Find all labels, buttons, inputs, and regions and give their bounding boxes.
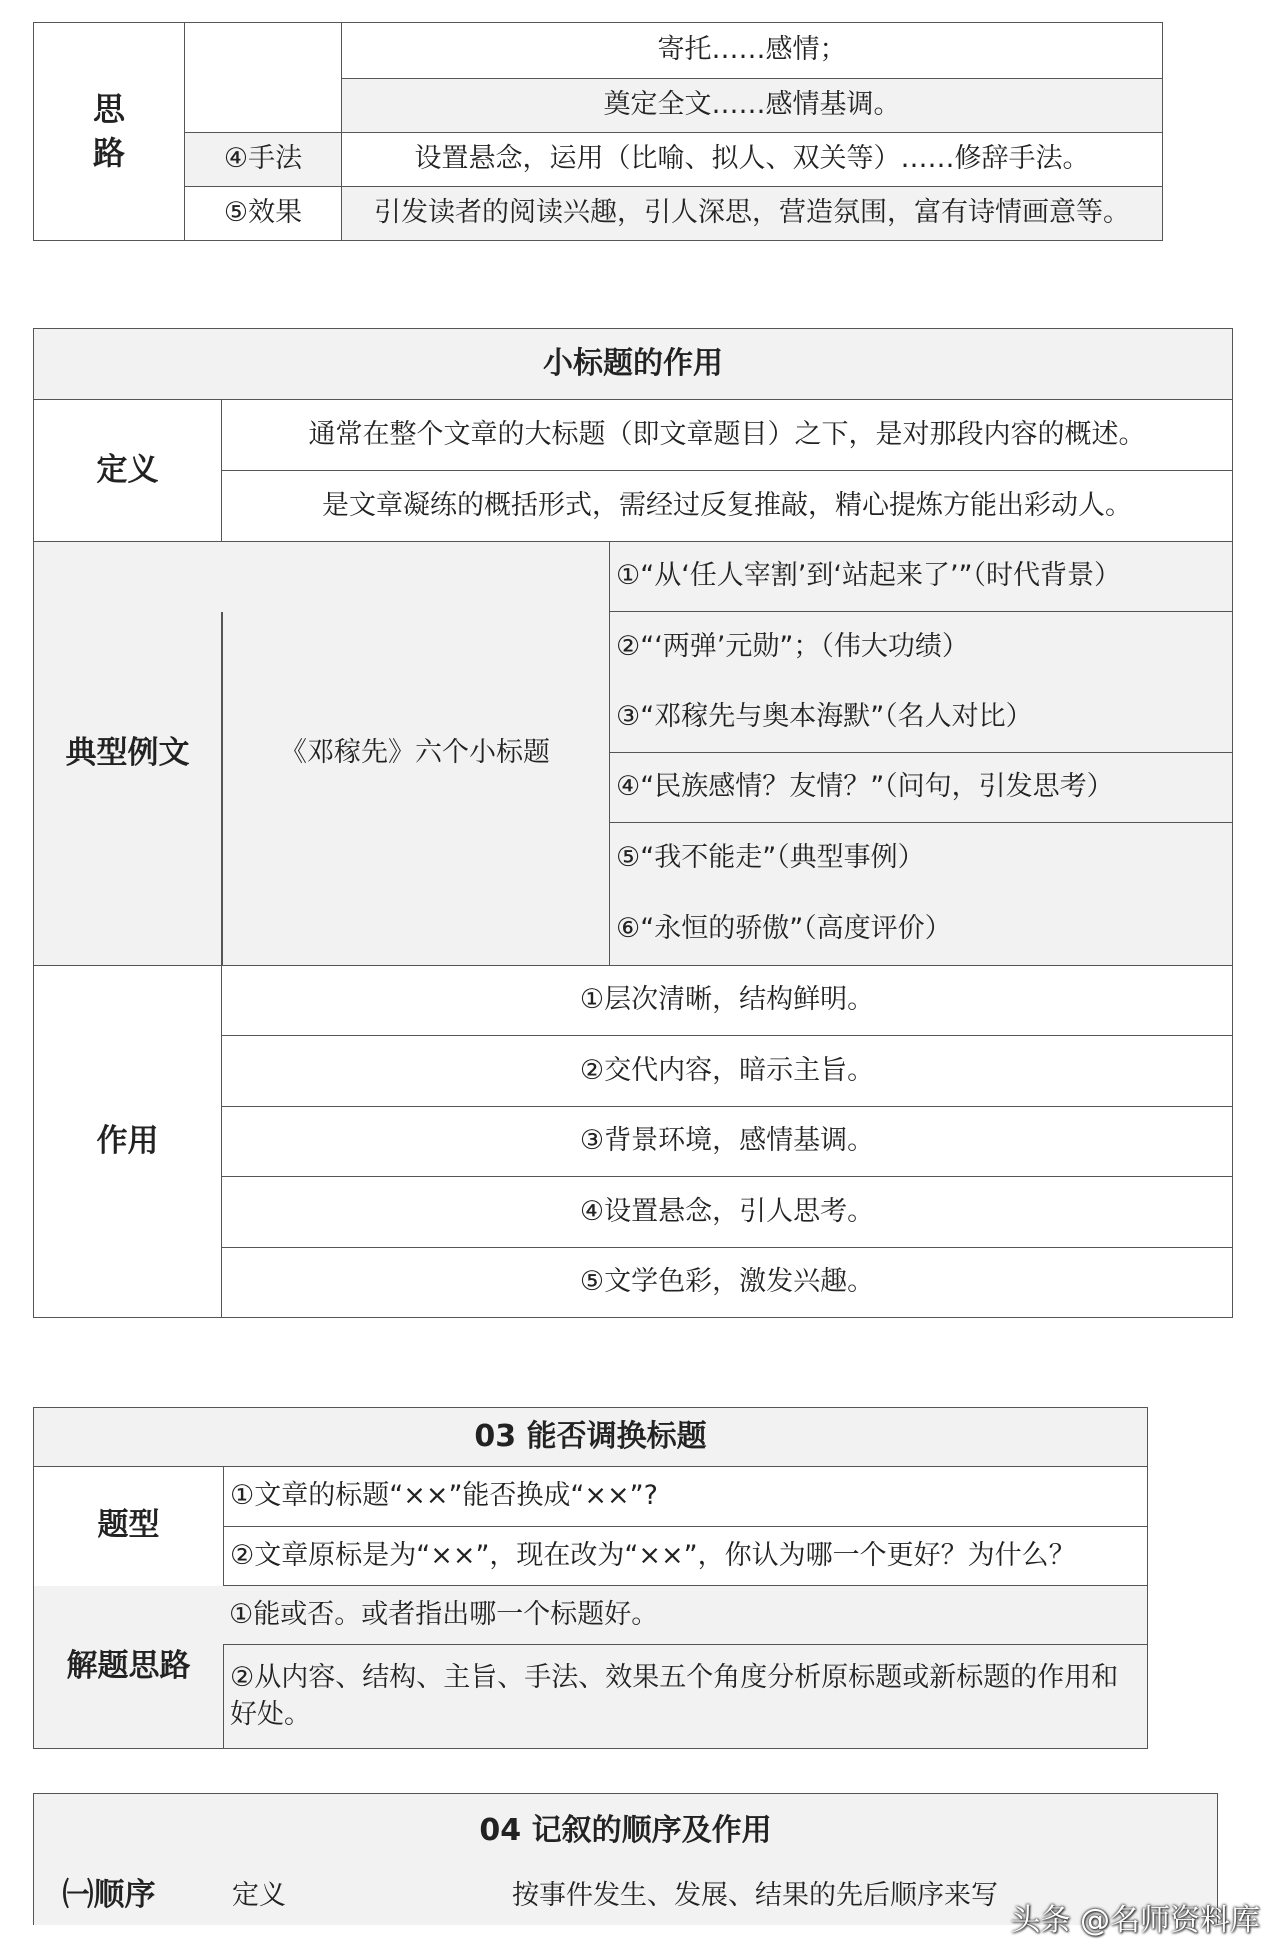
effect-cell — [221, 1247, 1233, 1318]
effect-cell — [221, 1035, 1233, 1107]
example-item: ③“邓稼先与奥本海默”（名人对比） — [616, 700, 1033, 732]
side-label-cell — [33, 22, 185, 241]
example-item: ①“从‘任人宰割’到‘站起来了’”（时代背景） — [616, 560, 1122, 592]
type-text: ②文章原标是为“××”，现在改为“××”，你认为哪一个更好？为什么？ — [230, 1539, 1076, 1571]
example-item-cell — [609, 822, 1233, 966]
effect-cell — [221, 965, 1233, 1036]
example-item: ⑤“我不能走”（典型事例） — [616, 842, 925, 874]
type-label: 题型 — [97, 1507, 160, 1544]
row-text-cell — [341, 22, 1163, 79]
type-cell — [223, 1526, 1148, 1586]
def-label: 定义 — [232, 1879, 286, 1911]
definition-label-cell — [33, 399, 222, 542]
type-cell — [223, 1466, 1148, 1527]
row-text: 引发读者的阅读兴趣，引人深思，营造氛围，富有诗情画意等。 — [374, 197, 1130, 229]
side-label-char-2: 路 — [92, 133, 125, 172]
example-source-cell — [221, 541, 610, 966]
row-text: 设置悬念，运用（比喻、拟人、双关等）……修辞手法。 — [414, 143, 1090, 175]
row-text-cell — [341, 78, 1163, 133]
example-source-text: 《邓稼先》六个小标题 — [280, 737, 550, 769]
effect-text: ⑤文学色彩，激发兴趣。 — [579, 1266, 875, 1298]
approach-label: 解题思路 — [66, 1648, 191, 1685]
definition-cell — [221, 399, 1233, 471]
type-label-cell — [33, 1466, 224, 1586]
definition-text: 通常在整个文章的大标题（即文章题目）之下，是对那段内容的概述。 — [308, 418, 1146, 450]
effect-label-cell — [33, 965, 222, 1318]
approach-cell — [223, 1644, 1148, 1749]
example-item-cell — [609, 752, 1233, 823]
blank-label-cell — [184, 22, 342, 133]
side-label-char-1: 思 — [92, 90, 125, 129]
row-text: 奠定全文……感情基调。 — [603, 89, 901, 121]
order-label: ㈠顺序 — [62, 1877, 156, 1914]
effect-cell — [221, 1176, 1233, 1248]
table-title-text: 03 能否调换标题 — [474, 1418, 707, 1454]
table-title — [33, 1407, 1148, 1467]
table-title-text: 04 记叙的顺序及作用 — [479, 1812, 772, 1848]
row-text-cell — [341, 186, 1163, 241]
effect-text: ④设置悬念，引人思考。 — [579, 1195, 875, 1227]
approach-cell — [223, 1586, 1148, 1645]
effect-label: 作用 — [96, 1122, 159, 1159]
watermark-logo: 头条 @名师资料库 — [1010, 1903, 1260, 1938]
row-label-cell — [184, 132, 342, 187]
table-title — [33, 328, 1233, 400]
table-title — [33, 1793, 1218, 1868]
row-label: ⑤效果 — [223, 197, 303, 229]
effect-cell — [221, 1106, 1233, 1177]
example-item: ④“民族感情？友情？”（问句，引发思考） — [616, 771, 1114, 803]
row-text-cell — [341, 132, 1163, 187]
order-label-cell — [33, 1867, 185, 1925]
definition-label: 定义 — [96, 451, 159, 488]
example-item-cell — [609, 611, 1233, 753]
example-label-cell — [33, 541, 222, 966]
example-item-cell — [609, 541, 1233, 612]
example-label: 典型例文 — [65, 734, 190, 771]
example-source-divider — [221, 612, 223, 966]
table-title-text: 小标题的作用 — [543, 345, 723, 381]
row-text: 寄托……感情； — [657, 34, 847, 66]
row-label: ④手法 — [223, 143, 303, 175]
type-text: ①文章的标题“××”能否换成“××”? — [230, 1480, 658, 1512]
effect-text: ③背景环境，感情基调。 — [579, 1125, 875, 1157]
approach-text: ②从内容、结构、主旨、手法、效果五个角度分析原标题或新标题的作用和好处。 — [230, 1662, 1119, 1730]
def-label-cell — [184, 1867, 484, 1925]
row-label-cell — [184, 186, 342, 241]
effect-text: ②交代内容，暗示主旨。 — [579, 1054, 875, 1086]
approach-text: ①能或否。或者指出哪一个标题好。 — [229, 1598, 659, 1630]
effect-text: ①层次清晰，结构鲜明。 — [579, 984, 875, 1016]
example-item: ⑥“永恒的骄傲”（高度评价） — [616, 913, 952, 945]
definition-text: 是文章凝练的概括形式，需经过反复推敲，精心提炼方能出彩动人。 — [322, 489, 1132, 521]
definition-cell — [221, 470, 1233, 542]
def-text: 按事件发生、发展、结果的先后顺序来写 — [512, 1879, 998, 1911]
example-item: ②“‘两弹’元勋”；（伟大功绩） — [616, 630, 969, 662]
approach-label-cell — [33, 1586, 224, 1749]
